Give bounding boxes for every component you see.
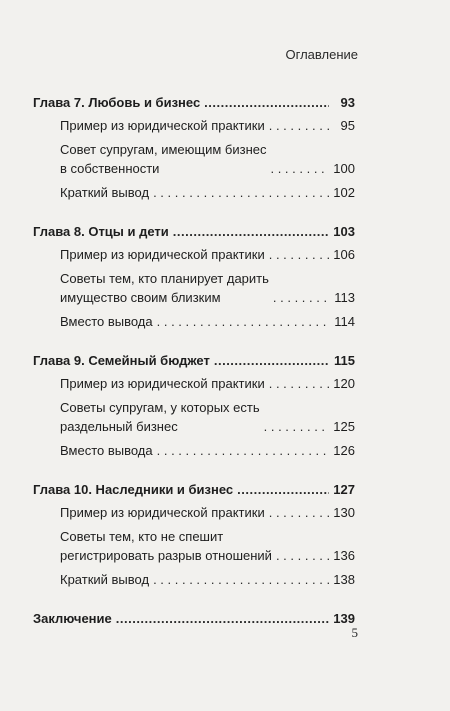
chapter-title: Глава 10. Наследники и бизнес [33, 482, 234, 497]
section-page-number: 106 [333, 247, 355, 262]
section-title: Пример из юридической практики [60, 247, 265, 262]
dot-leader [269, 503, 330, 522]
chapter-page-number: 115 [334, 353, 355, 368]
section-title [60, 140, 266, 178]
dot-leader [173, 222, 329, 241]
toc-chapter-entry [33, 222, 355, 241]
section-title-line: Советы тем, кто не спешит [60, 529, 224, 544]
section-page-number: 102 [333, 185, 355, 200]
toc-section-entry [33, 140, 355, 178]
dot-leader [214, 351, 329, 370]
section-title: Краткий вывод [60, 185, 150, 200]
dot-leader [153, 183, 329, 202]
running-head: Оглавление [285, 47, 358, 62]
section-page-number: 95 [340, 118, 355, 133]
dot-leader [276, 546, 329, 565]
toc-chapter-8 [33, 222, 355, 331]
section-page-number: 136 [333, 548, 355, 563]
toc-chapter-10 [33, 480, 355, 589]
section-title [60, 269, 269, 307]
chapter-title: Глава 8. Отцы и дети [33, 224, 169, 239]
toc-section-entry [33, 441, 355, 460]
section-title-line: раздельный бизнес [60, 419, 178, 434]
toc-section-entry [33, 570, 355, 589]
toc-section-entry [33, 312, 355, 331]
toc-chapter-entry [33, 351, 355, 370]
dot-leader [204, 93, 329, 112]
section-page-number: 125 [333, 419, 355, 434]
page-number: 5 [351, 625, 358, 640]
section-title: Вместо вывода [60, 314, 153, 329]
chapter-page-number: 139 [333, 611, 355, 626]
dot-leader [269, 116, 331, 135]
toc-section-entry [33, 269, 355, 307]
section-title-line: в собственности [60, 161, 160, 176]
section-page-number: 100 [333, 161, 355, 176]
section-title-line: Советы супругам, у которых есть [60, 400, 260, 415]
toc-conclusion [33, 609, 355, 628]
section-title: Пример из юридической практики [60, 118, 265, 133]
toc-chapter-9 [33, 351, 355, 460]
section-title: Краткий вывод [60, 572, 150, 587]
section-page-number: 114 [334, 314, 355, 329]
toc-section-entry [33, 398, 355, 436]
section-page-number: 138 [333, 572, 355, 587]
chapter-page-number: 93 [340, 95, 355, 110]
chapter-page-number: 103 [333, 224, 355, 239]
toc-section-entry [33, 116, 355, 135]
section-title-line: регистрировать разрыв отношений [60, 548, 272, 563]
toc-section-entry [33, 245, 355, 264]
dot-leader [157, 441, 330, 460]
toc-section-entry [33, 503, 355, 522]
table-of-contents [33, 93, 355, 648]
toc-chapter-entry [33, 609, 355, 628]
dot-leader [237, 480, 329, 499]
section-title-line: имущество своим близким [60, 290, 221, 305]
dot-leader [116, 609, 329, 628]
section-title: Вместо вывода [60, 443, 153, 458]
chapter-title: Глава 7. Любовь и бизнес [33, 95, 201, 110]
chapter-title: Глава 9. Семейный бюджет [33, 353, 210, 368]
toc-chapter-entry [33, 480, 355, 499]
dot-leader [157, 312, 331, 331]
dot-leader [153, 570, 329, 589]
section-page-number: 113 [334, 290, 355, 305]
section-title: Пример из юридической практики [60, 376, 265, 391]
dot-leader [269, 374, 330, 393]
toc-chapter-7 [33, 93, 355, 202]
chapter-page-number: 127 [333, 482, 355, 497]
toc-chapter-entry [33, 93, 355, 112]
chapter-title: Заключение [33, 611, 112, 626]
section-title: Пример из юридической практики [60, 505, 265, 520]
toc-section-entry [33, 374, 355, 393]
dot-leader [273, 288, 330, 307]
section-page-number: 126 [333, 443, 355, 458]
section-title-line: Совет супругам, имеющим бизнес [60, 142, 267, 157]
toc-section-entry [33, 183, 355, 202]
section-title-line: Советы тем, кто планирует дарить [60, 271, 269, 286]
toc-section-entry [33, 527, 355, 565]
section-page-number: 130 [333, 505, 355, 520]
dot-leader [269, 245, 330, 264]
dot-leader [270, 159, 329, 178]
section-title [60, 398, 260, 436]
section-title [60, 527, 272, 565]
section-page-number: 120 [333, 376, 355, 391]
dot-leader [264, 417, 330, 436]
